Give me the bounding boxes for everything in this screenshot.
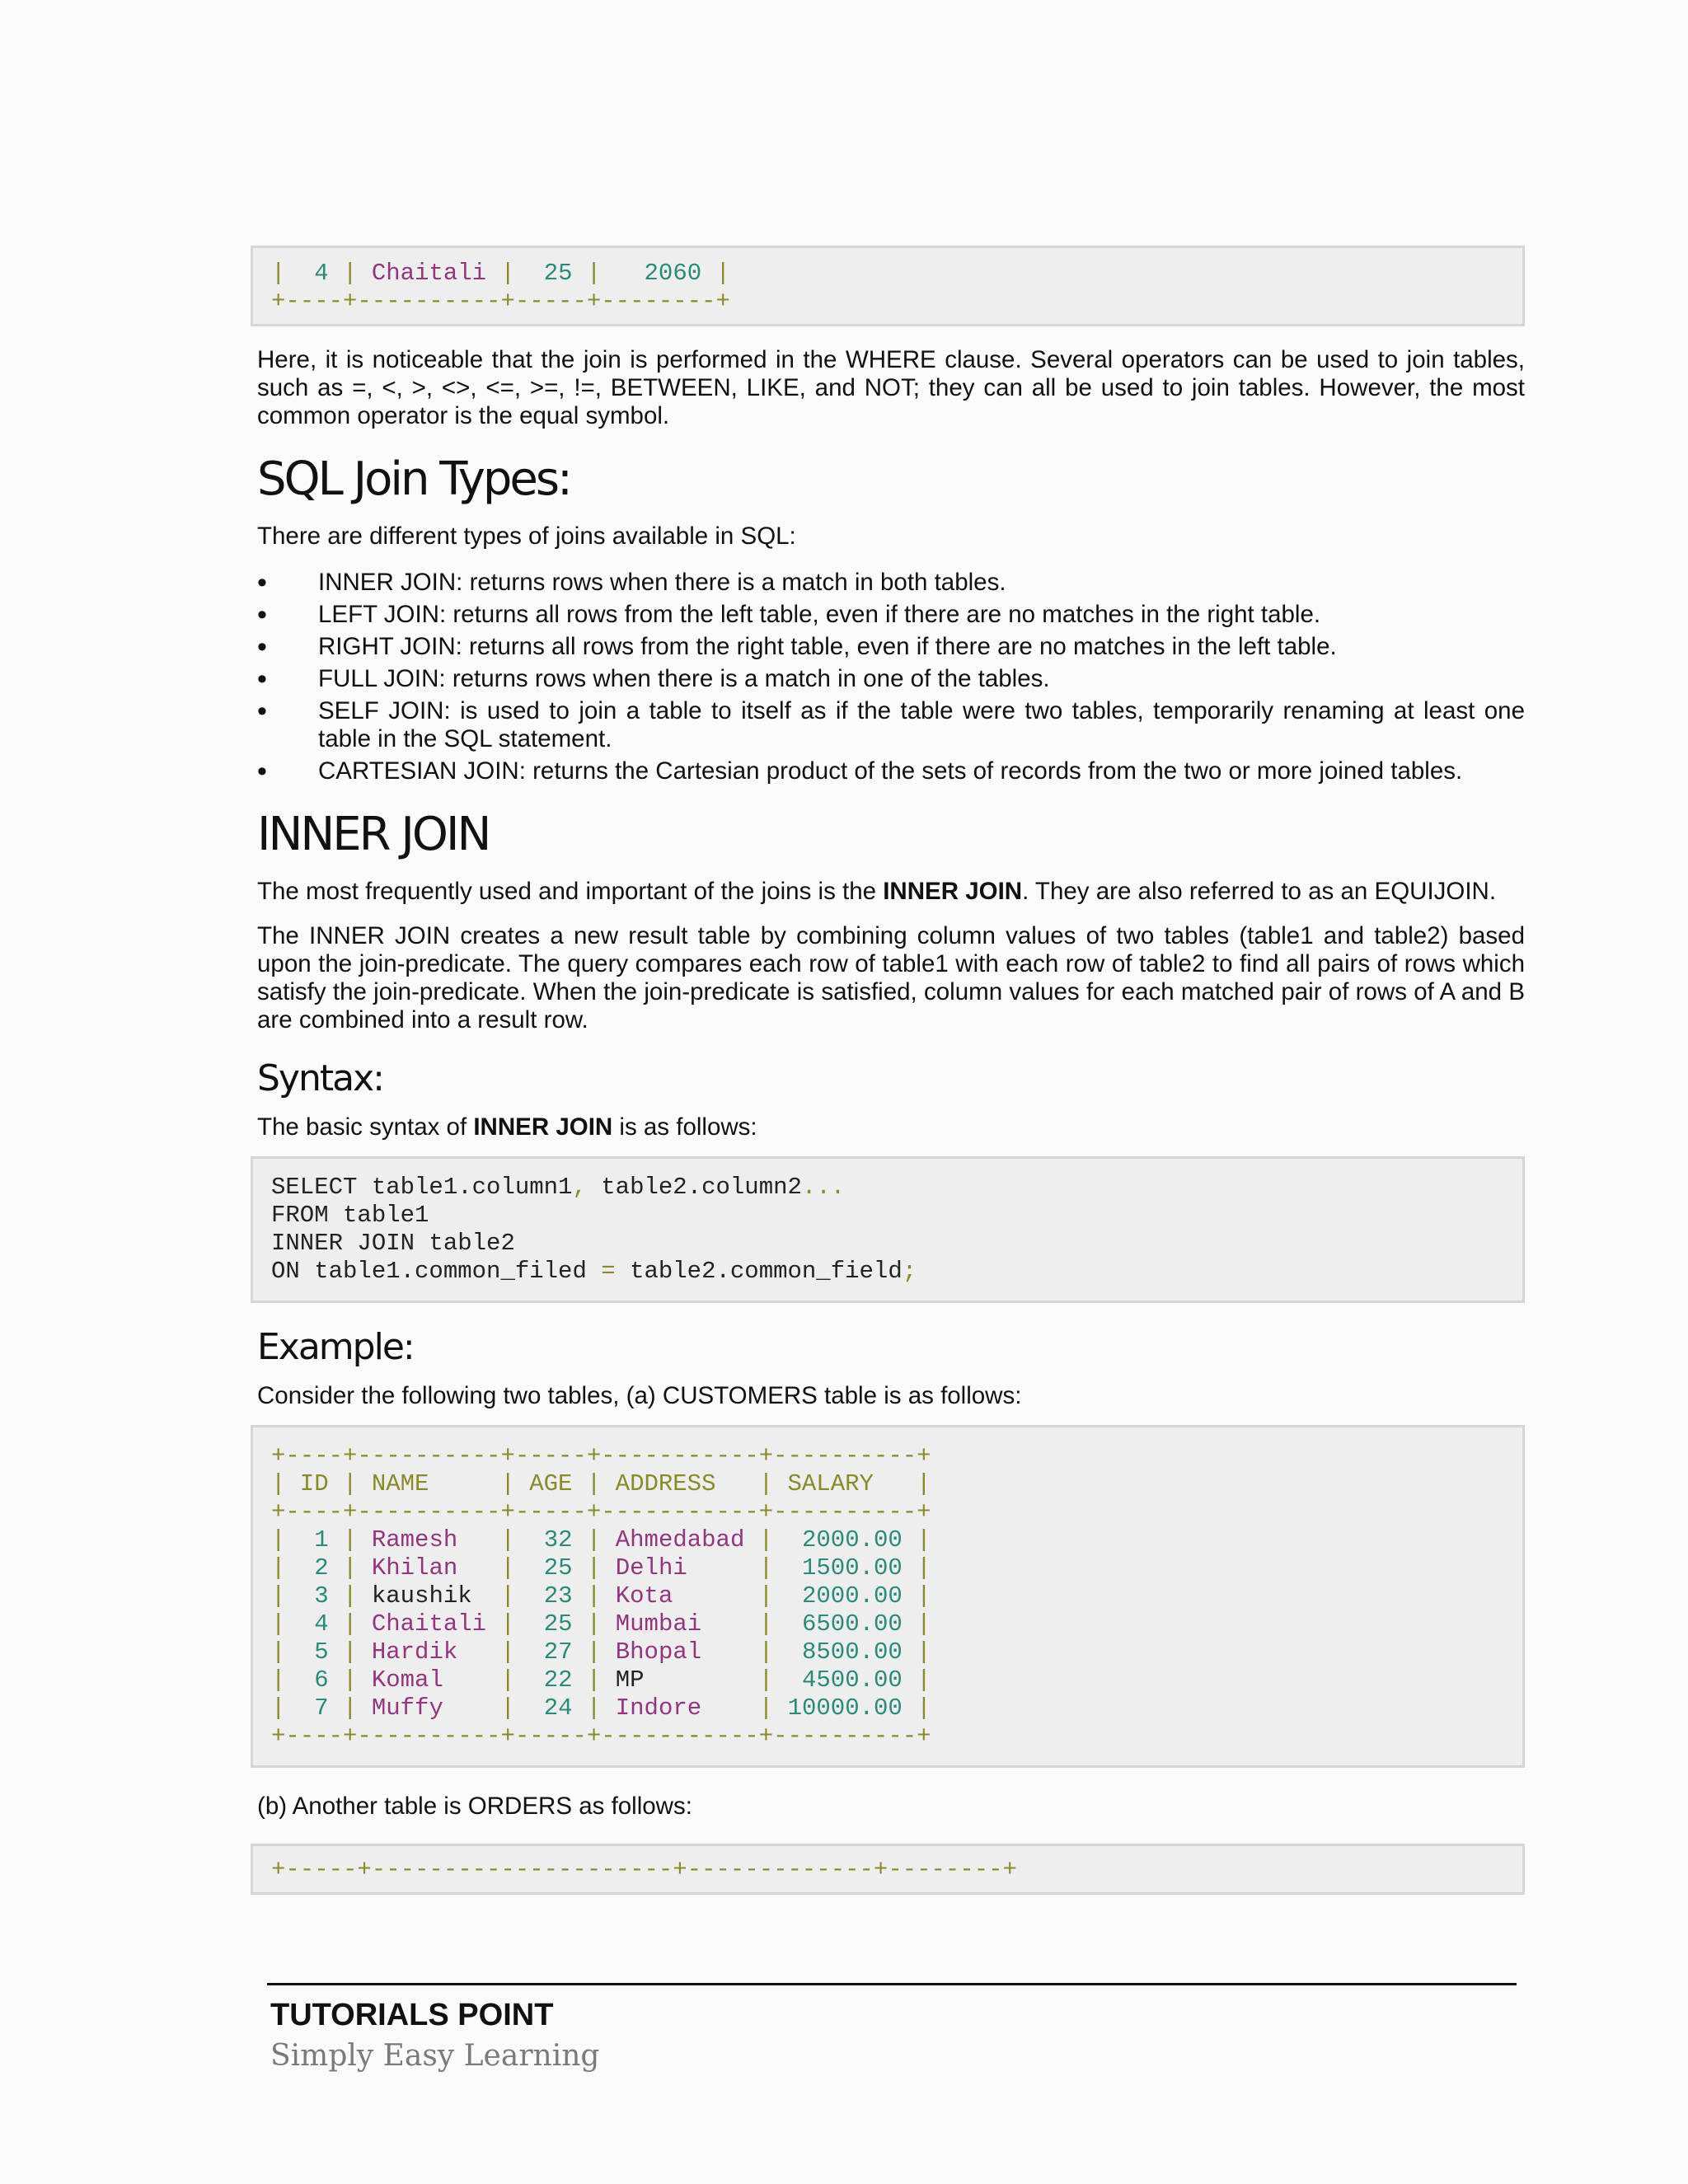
heading-inner-join: INNER JOIN [257,808,490,861]
document-page [257,246,1525,1895]
customer-rows [271,1526,931,1722]
cell-address: Indore [615,1694,745,1722]
frame-text: | [328,260,372,287]
cell-salary: 4500.00 [787,1666,903,1694]
table-row [271,1610,931,1638]
code-text: table2.common_field [615,1258,903,1285]
code-punct: ... [801,1174,846,1201]
frame-text: | [902,1666,931,1694]
heading-sql-join-types: SQL Join Types: [257,452,570,506]
text-run: The basic syntax of [257,1113,474,1141]
code-text: INNER JOIN table2 [271,1230,515,1257]
frame-text: | [328,1526,372,1554]
cell-id: 4 [314,260,329,287]
code-block-orders-table [251,1844,1525,1895]
frame-text: | [902,1582,931,1610]
table-border: +-----+---------------------+-------------+--------+ [271,1856,1017,1883]
frame-text: | [271,1610,300,1638]
text-run: The most frequently used and important of the joins is the [257,878,884,905]
cell-name: Chaitali [371,260,487,287]
cell-name: Ramesh [371,1526,487,1554]
paragraph-join-types-intro: There are different types of joins available in SQL: [257,523,796,550]
cell-salary: 10000.00 [787,1694,903,1722]
frame-text: | [744,1666,788,1694]
paragraph-orders-intro: (b) Another table is ORDERS as follows: [257,1793,692,1820]
frame-text: | [486,1554,530,1582]
cell-age: 25 [543,260,573,287]
cell-name: Hardik [371,1638,487,1666]
heading-syntax: Syntax: [257,1057,383,1099]
frame-text: | [486,1526,530,1554]
frame-text: | [486,1666,530,1694]
cell-age: 24 [529,1694,573,1722]
frame-text: | [572,1610,616,1638]
cell-salary: 1500.00 [787,1554,903,1582]
table-row [271,1582,931,1610]
text-run: . They are also referred to as an EQUIJOIN. [1022,878,1497,905]
cell-age: 27 [529,1638,573,1666]
frame-text: | [572,1526,616,1554]
frame-text: | [486,1694,530,1722]
list-item: • CARTESIAN JOIN: returns the Cartesian product of the sets of records from the two or more joined tables. [257,757,1525,785]
text-run: is as follows: [612,1113,757,1141]
cell-name: Khilan [371,1554,487,1582]
list-item: • SELF JOIN: is used to join a table to itself as if the table were two tables, temporarily renaming at least one table in the SQL statement. [257,697,1525,753]
frame-text: | [744,1582,788,1610]
frame-text: | [271,1526,300,1554]
code-text: table2.column2 [586,1174,802,1201]
code-punct: , [572,1174,587,1201]
table-row [271,1554,931,1582]
frame-text: | [744,1638,788,1666]
cell-amount: 2060 [644,260,702,287]
cell-salary: 2000.00 [787,1526,903,1554]
join-types-list [257,569,1525,785]
code-text: SELECT table1.column1 [271,1174,573,1201]
cell-salary: 8500.00 [787,1638,903,1666]
code-block-syntax [251,1156,1525,1303]
frame-text: | [486,1610,530,1638]
cell-address: Bhopal [615,1638,745,1666]
bold-term: INNER JOIN [473,1113,613,1141]
frame-text: | [744,1610,788,1638]
frame-text: | [328,1638,372,1666]
cell-id: 1 [299,1526,329,1554]
bold-term: INNER JOIN [883,878,1023,905]
cell-id: 3 [299,1582,329,1610]
frame-text: | [271,1666,300,1694]
cell-address: Kota [615,1582,745,1610]
table-border: +----+----------+-----+-----------+----------+ [271,1442,931,1469]
cell-age: 25 [529,1610,573,1638]
table-border: +----+----------+-----+-----------+----------+ [271,1498,931,1526]
frame-text: | [271,1694,300,1722]
frame-text: | [328,1554,372,1582]
paragraph-where-clause: Here, it is noticeable that the join is performed in the WHERE clause. Several operators can be used to join tables, such as =, <, >, <>, <=, >=, !=, BETWEEN, LIKE, and NOT; they can all be used to join tables. However, the most common operator is the equal symbol. [257,346,1525,429]
frame-text: | [271,1554,300,1582]
code-text: ON table1.common_filed [271,1258,602,1285]
cell-age: 23 [529,1582,573,1610]
frame-text: | [572,1554,616,1582]
cell-name: Chaitali [371,1610,487,1638]
cell-age: 32 [529,1526,573,1554]
frame-text: | [486,1638,530,1666]
cell-id: 7 [299,1694,329,1722]
cell-salary: 6500.00 [787,1610,903,1638]
paragraph-inner-join-description: The INNER JOIN creates a new result table by combining column values of two tables (table1 and table2) based upon the join-predicate. The query compares each row of table1 with each row of table2 to find all pairs of rows which satisfy the join-predicate. When the join-predicate is satisfied, column values for each matched pair of rows of A and B are combined into a result row. [257,922,1525,1033]
cell-id: 6 [299,1666,329,1694]
footer-subtitle: Simply Easy Learning [270,2039,600,2073]
code-block-customers-table [251,1425,1525,1768]
frame-text: | [328,1610,372,1638]
table-border: +----+----------+-----+-----------+----------+ [271,1722,931,1750]
cell-name: Muffy [371,1694,487,1722]
frame-text: | [271,260,315,287]
table-row [271,1638,931,1666]
code-punct: ; [902,1258,917,1285]
list-item: • RIGHT JOIN: returns all rows from the right table, even if there are no matches in the left table. [257,633,1525,661]
footer-rule [267,1983,1517,1985]
frame-text: | [744,1694,788,1722]
heading-example: Example: [257,1326,414,1368]
cell-id: 5 [299,1638,329,1666]
frame-text: | [572,260,645,287]
frame-text: | [902,1554,931,1582]
frame-text: | [744,1554,788,1582]
table-row [271,1666,931,1694]
cell-salary: 2000.00 [787,1582,903,1610]
frame-text: | [271,1582,300,1610]
frame-text: | [744,1526,788,1554]
frame-text: | [902,1638,931,1666]
cell-address: Ahmedabad [615,1526,745,1554]
frame-text: | [271,1638,300,1666]
frame-text: | [902,1694,931,1722]
paragraph-example-intro: Consider the following two tables, (a) CUSTOMERS table is as follows: [257,1382,1022,1409]
cell-id: 2 [299,1554,329,1582]
frame-text: | [328,1694,372,1722]
list-item: • INNER JOIN: returns rows when there is a match in both tables. [257,569,1525,597]
list-item: • FULL JOIN: returns rows when there is a match in one of the tables. [257,665,1525,693]
code-punct: = [601,1258,616,1285]
frame-text: | [486,260,544,287]
frame-text: | [486,1582,530,1610]
cell-age: 22 [529,1666,573,1694]
table-row [271,1526,931,1554]
frame-text: | [902,1610,931,1638]
code-block-result-tail [251,246,1525,326]
cell-name: Komal [371,1666,487,1694]
cell-id: 4 [299,1610,329,1638]
frame-text: | [328,1582,372,1610]
cell-name: kaushik [371,1582,487,1610]
frame-text: | [572,1666,616,1694]
code-text: FROM table1 [271,1202,429,1229]
table-header: | ID | NAME | AGE | ADDRESS | SALARY | [271,1470,931,1497]
frame-text: | [328,1666,372,1694]
frame-text: | [572,1638,616,1666]
cell-address: Mumbai [615,1610,745,1638]
list-item: • LEFT JOIN: returns all rows from the left table, even if there are no matches in the right table. [257,601,1525,629]
cell-age: 25 [529,1554,573,1582]
cell-address: MP [615,1666,745,1694]
table-border: +----+----------+-----+--------+ [271,288,730,315]
paragraph-inner-join-intro [257,878,1525,906]
frame-text: | [572,1694,616,1722]
cell-address: Delhi [615,1554,745,1582]
frame-text: | [902,1526,931,1554]
frame-text: | [701,260,730,287]
table-row [271,1694,931,1722]
paragraph-syntax-intro [257,1113,1525,1141]
frame-text: | [572,1582,616,1610]
footer-title: TUTORIALS POINT [270,1998,554,2032]
